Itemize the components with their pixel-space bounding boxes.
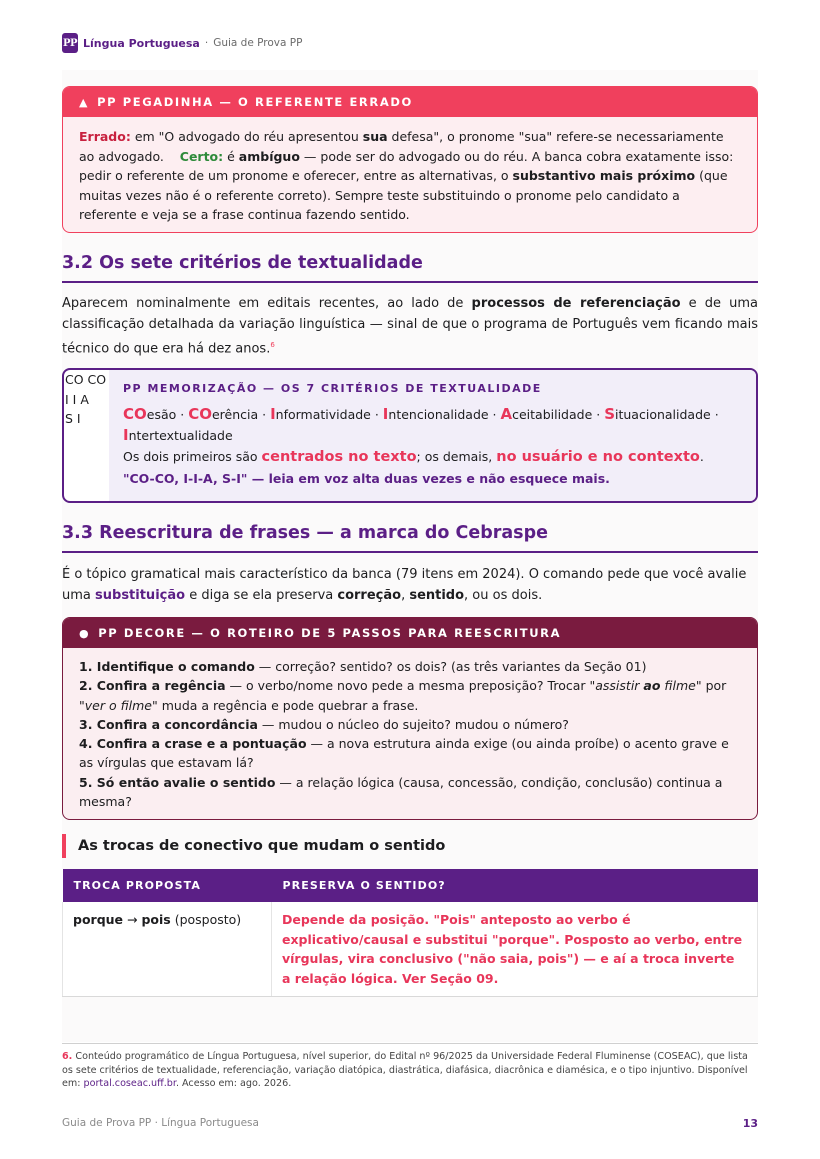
step-label: 2. Confira a regência: [79, 678, 226, 694]
memo-text: Os dois primeiros são: [123, 449, 262, 464]
section-title-3-3: 3.3 Reescritura de frases — a marca do Cebraspe: [62, 523, 758, 553]
arrow-icon: →: [123, 912, 142, 927]
criterion-rest: erência: [211, 407, 259, 422]
criterion-initial: I: [382, 405, 389, 423]
criterion-rest: ituacionalidade: [615, 407, 711, 422]
step-bold-italic: ao: [643, 678, 661, 694]
memo-text: ; os demais,: [416, 449, 497, 464]
criterion-initial: CO: [123, 405, 147, 423]
criterion-initial: A: [500, 405, 513, 423]
criterion-rest: esão: [146, 407, 177, 422]
step-italic: filme: [660, 678, 696, 694]
memo-highlight: no usuário e no contexto: [496, 449, 700, 465]
pegadinha-text: é: [223, 148, 239, 164]
warning-triangle-icon: ▲: [79, 95, 90, 109]
table-header-troca: TROCA PROPOSTA: [63, 869, 272, 902]
para-bold: sentido: [409, 587, 465, 603]
conectivo-original: porque: [73, 912, 124, 927]
header-subject: Língua Portuguesa: [83, 36, 200, 50]
conectivo-note: (posposto): [170, 912, 242, 927]
pegadinha-bold: sua: [362, 129, 388, 144]
criterion-rest: nformatividade: [275, 407, 371, 422]
step-text: — o verbo/nome novo pede a mesma preposição? Trocar ": [225, 678, 596, 694]
criteria-list: [123, 404, 742, 446]
table-cell-troca: [63, 902, 272, 997]
para-text: ,: [401, 587, 410, 603]
step-italic: assistir: [595, 678, 644, 694]
footnote-number: 6.: [62, 1051, 73, 1062]
criterion-initial: I: [270, 405, 276, 423]
conectivo-table: [62, 869, 758, 997]
section-title-3-2: 3.2 Os sete critérios de textualidade: [62, 253, 758, 283]
memo-content: [109, 370, 756, 501]
memo-highlight: centrados no texto: [261, 449, 417, 465]
criterion-separator: ·: [370, 407, 383, 422]
memo-side-mnemonic: [64, 370, 109, 501]
header-separator: ·: [204, 37, 209, 49]
para-text: Aparecem nominalmente em editais recentes, ao lado de: [62, 296, 472, 311]
step-1: [79, 657, 741, 676]
para-bold: processos de referenciação: [471, 296, 681, 311]
certo-label: Certo:: [179, 148, 224, 164]
step-italic: ver o filme: [84, 697, 152, 713]
para-bold: substituição: [95, 587, 186, 603]
header-guide: Guia de Prova PP: [213, 37, 303, 49]
errado-label: Errado:: [79, 129, 131, 144]
table-cell-answer: Depende da posição. "Pois" anteposto ao verbo é explicativo/causal e substitui "porque". Posposto ao verbo, entre vírgulas, vira conclusivo ("não saia, pois") — e aí a troca inverte a relação lógica. Ver Seção 09.: [272, 902, 758, 997]
pegadinha-text: em "O advogado do réu apresentou: [130, 129, 363, 144]
criterion-initial: S: [604, 405, 616, 423]
decore-body: [63, 648, 757, 820]
criterion-initial: CO: [188, 405, 212, 423]
memo-mnemonic-tip: "CO-CO, I-I-A, S-I" — leia em voz alta duas vezes e não esquece mais.: [123, 471, 610, 486]
para-bold: correção: [337, 587, 402, 603]
pegadinha-text: (que muitas vezes não é o referente correto). Sempre teste substituindo o pronome pelo candidato a referente e veja se a frase continua fazendo sentido.: [79, 168, 728, 222]
memo-title: PP MEMORIZAÇÃO — OS 7 CRITÉRIOS DE TEXTUALIDADE: [123, 382, 542, 395]
criterion-separator: ·: [710, 407, 719, 422]
para-text: É o tópico gramatical mais característico da banca (79 itens em 2024). O comando pede que você avalie uma: [62, 567, 747, 603]
memorizacao-box: [62, 368, 758, 503]
decore-header: [63, 618, 757, 648]
para-text: e diga se ela preserva: [185, 587, 338, 603]
memo-side-line: I I A: [65, 391, 89, 407]
para-text: , ou os dois.: [464, 587, 543, 603]
step-text: " muda a regência e pode quebrar a frase.: [152, 697, 419, 713]
conectivo-subheading: [62, 834, 445, 858]
table-header-preserva: PRESERVA O SENTIDO?: [272, 869, 758, 902]
step-label: 5. Só então avalie o sentido: [79, 774, 276, 790]
criterion-separator: ·: [488, 407, 501, 422]
pp-logo: PP: [62, 33, 78, 53]
step-label: 4. Confira a crase e a pontuação: [79, 736, 307, 752]
memo-text: .: [699, 449, 704, 464]
step-5: [79, 773, 741, 812]
criterion-separator: ·: [592, 407, 605, 422]
step-3: [79, 715, 741, 734]
footnote-text: Conteúdo programático de Língua Portuguesa, nível superior, do Edital nº 96/2025 da Universidade Federal Fluminense (COSEAC), que lista os sete critérios de textualidade, referenciação, variação diatópica, diastrática, diafásica, diacrônica e diamésica, e o tipo injuntivo. Disponível em:: [62, 1051, 748, 1090]
footnote-link[interactable]: portal.coseac.uff.br: [83, 1078, 176, 1090]
pegadinha-bold: ambíguo: [238, 148, 300, 164]
step-text: — a relação lógica (causa, concessão, condição, conclusão) continua a mesma?: [79, 774, 723, 810]
pegadinha-callout: [62, 86, 758, 233]
pegadinha-text: — pode ser do advogado ou do réu. A banca cobra exatamente isso: pedir o referente de um pronome e oferecer, entre as alternativas, o: [79, 148, 734, 183]
criterion-rest: ceitabilidade: [512, 407, 593, 422]
table-row: [63, 902, 758, 997]
step-label: 1. Identifique o comando: [79, 659, 255, 674]
memo-side-line: S I: [65, 411, 81, 426]
pegadinha-header: [63, 87, 757, 117]
footnote: [62, 1043, 758, 1091]
footnote-ref[interactable]: 6: [270, 341, 275, 349]
step-text: — correção? sentido? os dois? (as três variantes da Seção 01): [254, 659, 647, 674]
step-text: — a nova estrutura ainda exige (ou ainda proíbe) o acento grave e as vírgulas que estavam lá?: [79, 736, 729, 771]
conectivo-novo: pois: [141, 912, 171, 927]
step-4: [79, 734, 741, 773]
criterion-rest: ntertextualidade: [128, 428, 233, 443]
page-header: [62, 32, 302, 54]
page-number: 13: [742, 1117, 758, 1130]
section-3-3-paragraph: [62, 565, 758, 606]
accent-bar: [62, 834, 66, 858]
decore-title: PP DECORE — O ROTEIRO DE 5 PASSOS PARA REESCRITURA: [98, 626, 562, 640]
para-text: e de uma classificação detalhada da variação linguística — sinal de que o programa de Português vem ficando mais técnico do que era há dez anos.: [62, 296, 758, 357]
pegadinha-title: PP PEGADINHA — O REFERENTE ERRADO: [97, 95, 413, 109]
criterion-rest: ntencionalidade: [388, 407, 489, 422]
section-3-2-paragraph: [62, 294, 758, 360]
step-text: " por ": [79, 678, 727, 713]
memo-side-line: CO CO: [65, 372, 107, 387]
table-header-row: [63, 869, 758, 902]
decore-callout: [62, 617, 758, 820]
pegadinha-text: defesa", o pronome "sua" refere-se necessariamente ao advogado.: [79, 129, 724, 164]
step-text: — mudou o núcleo do sujeito? mudou o número?: [257, 716, 569, 732]
footnote-text: . Acesso em: ago. 2026.: [175, 1078, 292, 1090]
criterion-initial: I: [123, 426, 129, 444]
pegadinha-body: [63, 117, 757, 233]
footer-title: Guia de Prova PP · Língua Portuguesa: [62, 1117, 259, 1129]
step-label: 3. Confira a concordância: [79, 716, 258, 732]
bullet-dot-icon: ●: [79, 626, 91, 640]
pegadinha-bold: substantivo mais próximo: [512, 168, 696, 183]
criterion-separator: ·: [176, 407, 189, 422]
step-2: [79, 676, 741, 715]
criterion-separator: ·: [258, 407, 271, 422]
memo-explanation: [123, 449, 742, 465]
page-footer: [62, 1117, 758, 1130]
subheading-text: As trocas de conectivo que mudam o sentido: [78, 838, 446, 854]
